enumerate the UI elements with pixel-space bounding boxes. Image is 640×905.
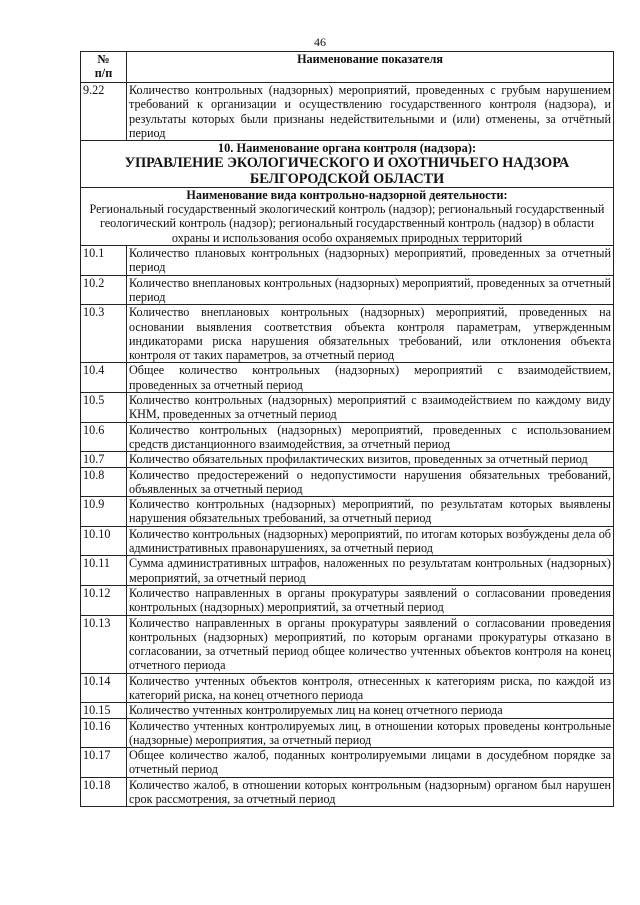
- row-number: 10.5: [81, 393, 127, 423]
- section-title: 10. Наименование органа контроля (надзора):: [217, 141, 477, 156]
- row-text: Количество обязательных профилактических визитов, проведенных за отчетный период: [127, 452, 614, 467]
- row-number: 10.2: [81, 275, 127, 305]
- table-row: [81, 615, 614, 673]
- row-text: Количество учтенных контролируемых лиц, в отношении которых проведены контрольные (надзорные) мероприятия, за отчетный период: [127, 718, 614, 748]
- row-number: 10.8: [81, 467, 127, 497]
- row-text: Количество контрольных (надзорных) мероприятий с взаимодействием по каждому виду КНМ, проведенных за отчетный период: [127, 393, 614, 423]
- kind-cell: [81, 188, 614, 246]
- row-text: Количество контрольных (надзорных) мероприятий, по итогам которых возбуждены дела об административных правонарушениях, за отчетный период: [127, 526, 614, 556]
- row-text: Количество направленных в органы прокуратуры заявлений о согласовании проведения контрольных (надзорных) мероприятий, по которым органами прокуратуры отказано в согласовании, за отчетный период общее количество учтенных объектов контроля на конец отчетного периода: [127, 615, 614, 673]
- row-text: Общее количество контрольных (надзорных) мероприятий с взаимодействием, проведенных за отчетный период: [127, 363, 614, 393]
- row-number: 10.18: [81, 777, 127, 807]
- row-number: 10.12: [81, 585, 127, 615]
- table-row: [81, 673, 614, 703]
- row-number: 10.13: [81, 615, 127, 673]
- row-number: 10.3: [81, 305, 127, 363]
- row-text: Количество внеплановых контрольных (надзорных) мероприятий, проведенных на основании выявления соответствия объекта контроля параметрам, утвержденным индикаторами риска нарушения обязательных требований, или отклонения объекта контроля от таких параметров, за отчетный период: [127, 305, 614, 363]
- table-row: [81, 467, 614, 497]
- table-header-row: [81, 52, 614, 83]
- indicators-table: [80, 51, 614, 807]
- page-number: 46: [314, 35, 326, 49]
- table-row: [81, 497, 614, 527]
- section-org-line2: БЕЛГОРОДСКОЙ ОБЛАСТИ: [249, 171, 445, 188]
- row-text: Количество предостережений о недопустимости нарушения обязательных требований, объявленных за отчетный период: [127, 467, 614, 497]
- table-row: [81, 422, 614, 452]
- table-row: [81, 246, 614, 276]
- row-number: 10.6: [81, 422, 127, 452]
- row-number: 10.7: [81, 452, 127, 467]
- table-row: [81, 777, 614, 807]
- row-text: Количество контрольных (надзорных) мероприятий, проведенных с использованием средств дистанционного взаимодействия, за отчетный период: [127, 422, 614, 452]
- row-number: 9.22: [81, 83, 127, 141]
- row-text: Количество контрольных (надзорных) мероприятий, по результатам которых выявлены нарушения обязательных требований, за отчетный период: [127, 497, 614, 527]
- kind-title: Наименование вида контрольно-надзорной деятельности:: [186, 188, 508, 203]
- row-number: 10.16: [81, 718, 127, 748]
- row-text: Количество учтенных контролируемых лиц на конец отчетного периода: [127, 703, 614, 718]
- table-row: [81, 305, 614, 363]
- table-row: [81, 83, 614, 141]
- row-text: Количество жалоб, в отношении которых контрольным (надзорным) органом был нарушен срок рассмотрения, за отчетный период: [127, 777, 614, 807]
- row-number: 10.9: [81, 497, 127, 527]
- row-number: 10.14: [81, 673, 127, 703]
- kind-text: Региональный государственный экологический контроль (надзор); региональный государственный геологический контроль (надзор); региональный государственный контроль (надзор) в области охраны и использования особо охраняемых природных территорий: [89, 202, 605, 245]
- row-text: Количество учтенных объектов контроля, отнесенных к категориям риска, по каждой из категорий риска, на конец отчетного периода: [127, 673, 614, 703]
- row-number: 10.17: [81, 748, 127, 778]
- kind-row: [81, 188, 614, 246]
- header-number-column: [81, 52, 127, 83]
- table-row: [81, 703, 614, 718]
- header-name-column: Наименование показателя: [127, 52, 614, 83]
- row-number: 10.15: [81, 703, 127, 718]
- row-number: 10.11: [81, 556, 127, 586]
- table-row: [81, 452, 614, 467]
- section-header-row: [81, 141, 614, 188]
- row-number: 10.4: [81, 363, 127, 393]
- table-row: [81, 275, 614, 305]
- row-text: Количество контрольных (надзорных) мероприятий, проведенных с грубым нарушением требований к организации и осуществлению государственного контроля (надзора), и результаты которых были признаны недействительными и (или) отменены, за отчётный период: [127, 83, 614, 141]
- table-row: [81, 585, 614, 615]
- row-text: Количество плановых контрольных (надзорных) мероприятий, проведенных за отчетный период: [127, 246, 614, 276]
- table-row: [81, 363, 614, 393]
- section-org-line1: УПРАВЛЕНИЕ ЭКОЛОГИЧЕСКОГО И ОХОТНИЧЬЕГО НАДЗОРА: [124, 155, 570, 172]
- table-row: [81, 393, 614, 423]
- header-number-abbr: п/п: [94, 66, 113, 81]
- header-number-sign: №: [97, 52, 110, 66]
- row-number: 10.10: [81, 526, 127, 556]
- table-row: [81, 556, 614, 586]
- row-text: Сумма административных штрафов, наложенных по результатам контрольных (надзорных) мероприятий, за отчетный период: [127, 556, 614, 586]
- row-number: 10.1: [81, 246, 127, 276]
- section-header: [81, 141, 614, 188]
- row-text: Количество внеплановых контрольных (надзорных) мероприятий, проведенных за отчетный период: [127, 275, 614, 305]
- table-row: [81, 748, 614, 778]
- row-text: Количество направленных в органы прокуратуры заявлений о согласовании проведения контрольных (надзорных) мероприятий, за отчетный период: [127, 585, 614, 615]
- table-row: [81, 718, 614, 748]
- row-text: Общее количество жалоб, поданных контролируемыми лицами в досудебном порядке за отчетный период: [127, 748, 614, 778]
- table-row: [81, 526, 614, 556]
